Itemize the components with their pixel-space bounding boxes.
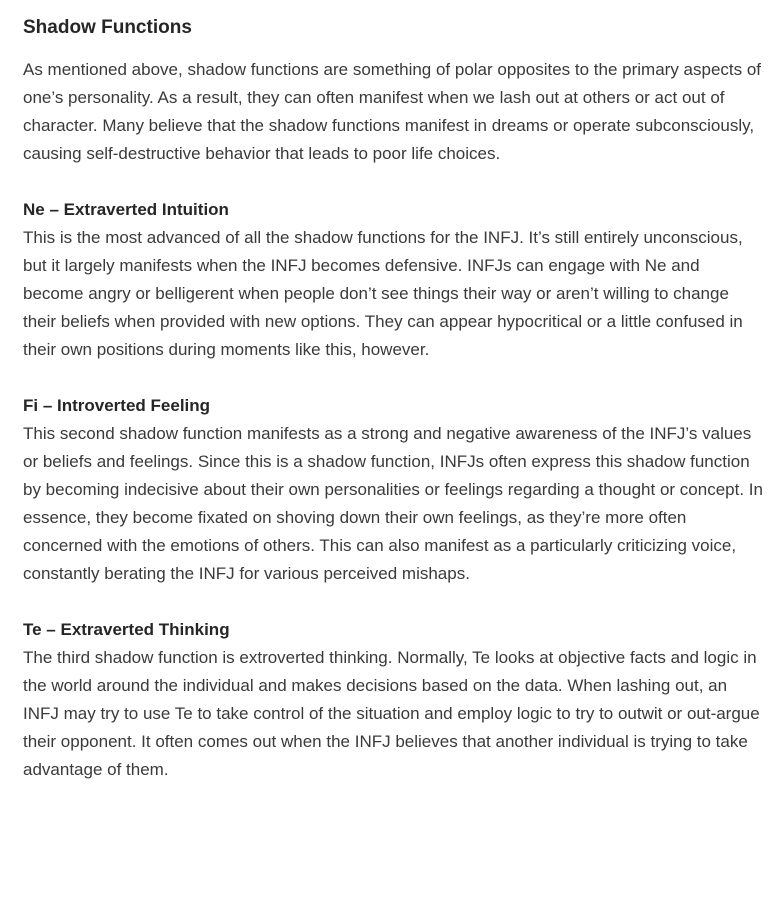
function-heading-fi: Fi – Introverted Feeling: [23, 396, 211, 415]
function-section-ne: [23, 196, 764, 364]
function-section-te: [23, 616, 764, 784]
intro-paragraph: As mentioned above, shadow functions are something of polar opposites to the primary aspects of one’s personality. As a result, they can often manifest when we lash out at others or act out of character. Many believe that the shadow functions manifest in dreams or operate subconsciously, causing self-destructive behavior that leads to poor life choices.: [23, 60, 762, 163]
function-heading-te: Te – Extraverted Thinking: [23, 620, 230, 639]
function-body-te: The third shadow function is extroverted thinking. Normally, Te looks at objective facts and logic in the world around the individual and makes decisions based on the data. When lashing out, an INFJ may try to use Te to take control of the situation and employ logic to try to outwit or out-argue their opponent. It often comes out when the INFJ believes that another individual is trying to take advantage of them.: [23, 648, 760, 779]
function-body-fi: This second shadow function manifests as a strong and negative awareness of the INFJ’s values or beliefs and feelings. Since this is a shadow function, INFJs often express this shadow function by becoming indecisive about their own personalities or feelings regarding a thought or concept. In essence, they become fixated on shoving down their own feelings, as they’re more often concerned with the emotions of others. This can also manifest as a particularly criticizing voice, constantly berating the INFJ for various perceived mishaps.: [23, 424, 763, 583]
function-section-fi: [23, 392, 764, 588]
section-heading: Shadow Functions: [23, 17, 192, 38]
function-body-ne: This is the most advanced of all the shadow functions for the INFJ. It’s still entirely unconscious, but it largely manifests when the INFJ becomes defensive. INFJs can engage with Ne and become angry or belligerent when people don’t see things their way or aren’t willing to change their beliefs when provided with new options. They can appear hypocritical or a little confused in their own positions during moments like this, however.: [23, 228, 743, 359]
function-heading-ne: Ne – Extraverted Intuition: [23, 200, 229, 219]
